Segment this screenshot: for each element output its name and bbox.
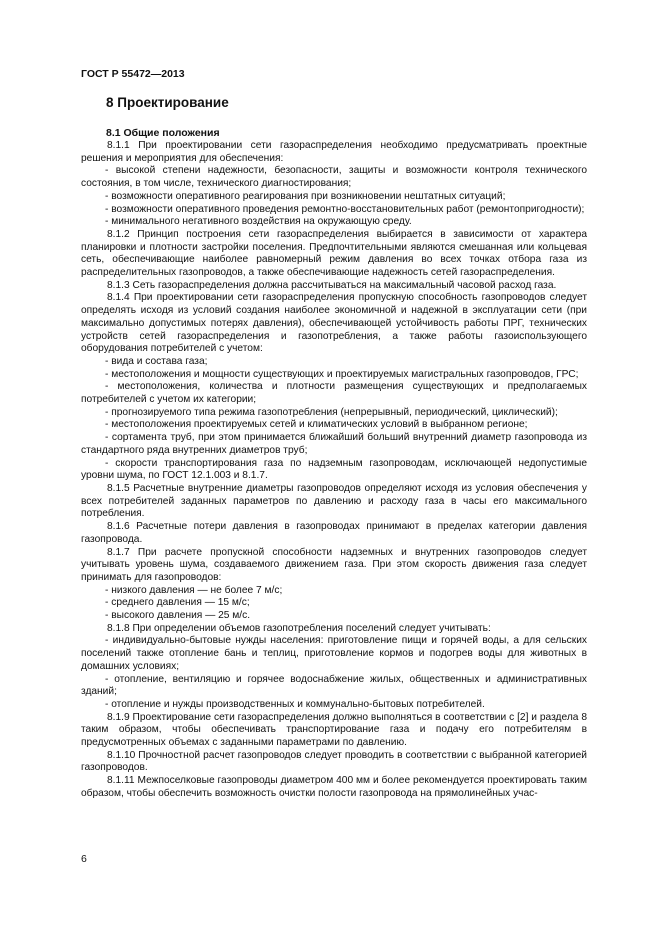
list-item: - индивидуально-бытовые нужды населения: приготовление пищи и горячей воды, а для сельских поселений также отопление бань и теплиц, приготовление кормов и подогрев воды для животных в домашних условиях; [81, 635, 587, 672]
paragraph: 8.1.7 При расчете пропускной способности надземных и внутренних газопроводов следует учитывать уровень шума, создаваемого движением газа. При этом скорость движения газа следует принимать для газопроводов: [81, 546, 587, 583]
paragraph: 8.1.1 При проектировании сети газораспределения необходимо предусматривать проектные решения и мероприятия для обеспечения: [81, 140, 587, 164]
list-item: - прогнозируемого типа режима газопотребления (непрерывный, периодический, циклический); [105, 406, 558, 418]
paragraph: 8.1.4 При проектировании сети газораспределения пропускную способность газопроводов следует определять исходя из условий создания наиболее экономичной и надежной в эксплуатации сети (при максимально допустимых потерях давления), обеспечивающей устойчивость работы ПРГ, технических устройств сетей газораспределения и газопотребления, а также работы газоиспользующего оборудования потребителей с учетом: [81, 292, 587, 355]
paragraph: 8.1.2 Принцип построения сети газораспределения выбирается в зависимости от характера планировки и плотности застройки поселения. Предпочтительными являются смешанная или кольцевая сеть, обеспечивающие наиболее равномерный режим давления во всех точках отбора газа из распределительных газопроводов, а также обеспечивающие надежность сетей газораспределения. [81, 228, 587, 279]
section-title: 8 Проектирование [106, 95, 229, 110]
list-item: - местоположения, количества и плотности размещения существующих и предполагаемых потребителей с учетом их категории; [81, 381, 587, 406]
paragraph: 8.1.10 Прочностной расчет газопроводов следует проводить в соответствии с выбранной категорией газопроводов. [81, 749, 587, 774]
list-item: - среднего давления — 15 м/с; [105, 597, 250, 609]
body-text [81, 140, 587, 801]
list-item: - высокой степени надежности, безопасности, защиты и возможности контроля технического состояния, в том числе, технического диагностирования; [81, 165, 587, 190]
paragraph: 8.1.5 Расчетные внутренние диаметры газопроводов определяют исходя из условия обеспечения у всех потребителей заданных параметров по давлению и расходу газа в часы его максимального потребления. [81, 482, 587, 520]
paragraph: 8.1.9 Проектирование сети газораспределения должно выполняться в соответствии с [2] и раздела 8 таким образом, чтобы обеспечивать транспортирование газа и подачу его потребителям в предусмотренных объемах с заданными параметрами по давлению. [81, 711, 587, 749]
document-code-header: ГОСТ Р 55472—2013 [81, 68, 185, 80]
list-item: - низкого давления — не более 7 м/с; [105, 584, 283, 596]
list-item: - местоположения и мощности существующих и проектируемых магистральных газопроводов, ГРС; [105, 368, 579, 380]
page-number: 6 [81, 853, 87, 865]
paragraph: 8.1.6 Расчетные потери давления в газопроводах принимают в пределах категории давления газопровода. [81, 521, 587, 545]
list-item: - отопление, вентиляцию и горячее водоснабжение жилых, общественных и административных зданий; [81, 673, 587, 698]
list-item: - высокого давления — 25 м/с. [105, 610, 251, 622]
subsection-title: 8.1 Общие положения [106, 127, 220, 139]
list-item: - возможности оперативного реагирования при возникновении нештатных ситуаций; [105, 190, 506, 202]
list-item: - отопление и нужды производственных и коммунально-бытовых потребителей. [105, 698, 485, 710]
list-item: - скорости транспортирования газа по надземным газопроводам, исключающей недопустимые уровни шума, по ГОСТ 12.1.003 и 8.1.7. [81, 457, 587, 482]
list-item: - вида и состава газа; [105, 355, 208, 367]
list-item: - возможности оперативного проведения ремонтно-восстановительных работ (ремонтопригодности); [105, 203, 585, 215]
list-item: - минимального негативного воздействия на окружающую среду. [105, 216, 412, 228]
paragraph: 8.1.3 Сеть газораспределения должна рассчитываться на максимальный часовой расход газа. [107, 279, 557, 291]
paragraph: 8.1.8 При определении объемов газопотребления поселений следует учитывать: [107, 622, 491, 634]
list-item: - сортамента труб, при этом принимается ближайший больший внутренний диаметр газопровода из стандартного ряда внутренних диаметров труб; [81, 432, 587, 456]
list-item: - местоположения проектируемых сетей и климатических условий в выбранном регионе; [105, 419, 528, 431]
paragraph: 8.1.11 Межпоселковые газопроводы диаметром 400 мм и более рекомендуется проектировать таким образом, чтобы обеспечить возможность очистки полости газопровода на прямолинейных учас- [81, 775, 587, 799]
